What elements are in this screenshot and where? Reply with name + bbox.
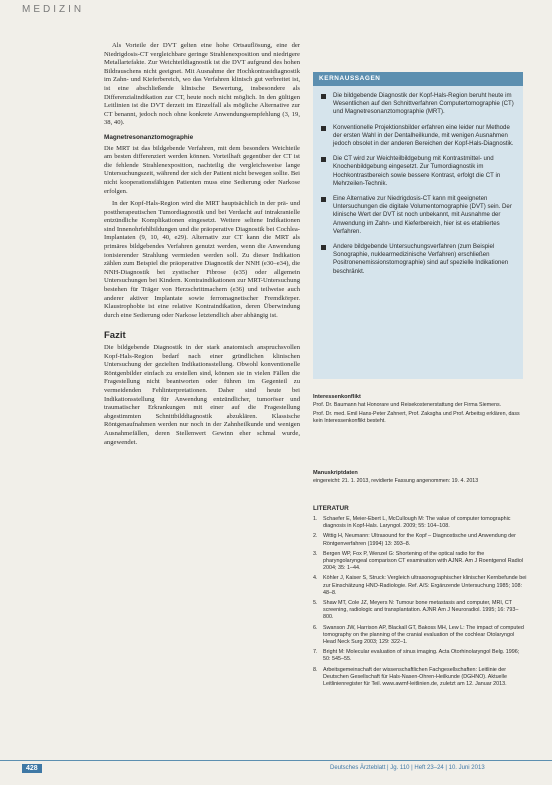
- literature-item: 5. Shaw MT, Cole JZ, Meyers N: Tumour bone metastasis and computer, MRI, CT screening, radiologic and transplantation. AJNR Am J Neuroradiol. 1995; 16: 793–800.: [313, 600, 519, 621]
- square-bullet-icon: [321, 197, 326, 202]
- paragraph-mrt-intro: Die MRT ist das bildgebende Verfahren, mit dem besonders Weichteile am besten differenziert werden können. Vorteilhaft gegenüber der CT ist die fehlende Strahlenexposition, nachteilig die vergleichsweise lange Untersuchungszeit, während der sich der Patient nicht bewegen sollte. Bei nicht kooperationsfähigen Patienten muss eine Sedierung oder Narkose erfolgen.: [104, 144, 300, 195]
- literature-item: 2. Wittig H, Neumann: Ultrasound for the Kopf – Diagnostische und Anwendung der Röntgenverfahren (1994) 13: 393–8.: [313, 533, 516, 547]
- kernaussage-item: Die bildgebende Diagnostik der Kopf-Hals-Region beruht heute im Wesentlichen auf den Schnittverfahren Computertomographie (CT) und Magnetresonanztomographie (MRT).: [321, 92, 515, 117]
- paragraph-dvt: Als Vorteile der DVT gelten eine hohe Ortsauflösung, eine der Niedrigdosis-CT vergleichbare geringe Strahlenexposition und niedrigere Metallartefakte. Zur Weichteildiagnostik ist die DVT aufgrund des hohen Bildrauschens nicht geeignet. Mit Ausnahme der Hochkontrastdiagnostik im Zahn- und Kieferbereich, wo das Verfahren klinisch gut verbreitet ist, ist eine abschließende klinische Bewertung, insbesondere als Differenzialindikation zur CT, heute noch nicht möglich. In den gültigen Leitlinien ist die DVT derzeit im Einzelfall als mögliche Alternative zur CT benannt, jedoch noch ohne konkrete Anwendungsempfehlung (3, 19, 38, 40).: [104, 42, 300, 127]
- literature-item: 8. Arbeitsgemeinschaft der wissenschaftlichen Fachgesellschaften: Leitlinie der Deutschen Gesellschaft für Hals-Nasen-Ohren-Heilkunde (DGHNO). Aktuelle Leitlinienregister für Teil. www.awmf-leitlinien.de, zuletzt am 12. Januar 2013.: [313, 666, 507, 688]
- literature-item: 7. Bright M: Molecular evaluation of sinus imaging. Acta Otorhinolaryngol Belg. 1996; 50: 545–55.: [313, 649, 520, 663]
- square-bullet-icon: [321, 126, 326, 131]
- square-bullet-icon: [321, 157, 326, 162]
- kernaussage-item: Konventionelle Projektionsbilder erfahren eine leider nur Methode der ersten Wahl in der Dentalheilkunde, mit wenigen Ausnahmen jedoch obsolet in der anderen Bereichen der Kopf-Hals-Diagnostik.: [321, 124, 515, 149]
- literature-item: 4. Köhler J, Kaiser S, Struck: Vergleich ultrasonographischer klinischer Kernbefunde bei zur Einschätzung HNO-Radiologie. Ref. A/S: Ergänzende Untersuchung 1985; 108: 48–8.: [313, 575, 527, 596]
- conflict-section: [313, 394, 527, 426]
- literature-item: 3. Bergen WP, Fox P, Wenzel G: Shortening of the optical radio for the pharyngolaryngeal comparison CT examination with AJNR. Am J Roentgenol Radiol 2004; 35: 1–44.: [313, 550, 524, 572]
- subhead-mrt: Magnetresonanztomographie: [104, 133, 194, 141]
- literature-title: LITERATUR: [313, 505, 349, 512]
- kernaussagen-title: KERNAUSSAGEN: [313, 72, 523, 86]
- literature-list: [313, 516, 527, 691]
- square-bullet-icon: [321, 94, 326, 99]
- journal-citation: Deutsches Ärzteblatt | Jg. 110 | Heft 23–24 | 10. Juni 2013: [330, 765, 485, 771]
- kernaussage-item: Eine Alternative zur Niedrigdosis-CT kann mit geeigneten Untersuchungen die digitale Volumentomographie (DVT) sein. Der klinische Wert der DVT ist noch unbekannt, mit Ausnahme der Anwendung im Zahn- und Kieferbereich, hier ist es etabliertes Verfahren.: [321, 195, 515, 236]
- literature-item: 1. Schaefer E, Meier-Ebert L, McCullough M: The value of computer tomographic diagnosis in Kopf-Hals. Laryngol. 2009; 55: 104–108.: [313, 516, 511, 530]
- kernaussagen-box: [313, 72, 523, 379]
- manuscript-text: eingereicht: 21. 1. 2013, revidierte Fassung angenommen: 19. 4. 2013: [313, 478, 479, 484]
- square-bullet-icon: [321, 245, 326, 250]
- kernaussage-item: Andere bildgebende Untersuchungsverfahren (zum Beispiel Sonographie, nuklearmedizinische Verfahren) erschließen Positronenemissionstomographie) sind auf spezielle Indikationen beschränkt.: [321, 243, 515, 276]
- paragraph-fazit: Die bildgebende Diagnostik in der stark anatomisch anspruchsvollen Kopf-Hals-Region bedarf nach einer gründlichen klinischen Untersuchung der gezielten Indikationsstellung. Obwohl konventionelle Röntgenbilder einfach zu erstellen sind, können sie in vielen Fällen die Fragestellung nicht beantworten oder führen im Gegenteil zu vermeidenden Fehlinterpretationen. Daher sind heute bei Indikationsstellung für Anwendung entzündlicher, tumoröser und traumatischer Erkrankungen mit einer auf die Fragestellung abgestimmten Schnittbilddiagnostik abzuklären. Klassische Röntgenaufnahmen werden nur noch in der Zahnheilkunde und wenigen Ausnahmefällen, deren Stellenwert Gewinn eher schmal wurde, angewendet.: [104, 344, 300, 446]
- main-text-column: [104, 42, 300, 451]
- footer-divider: [0, 760, 552, 761]
- conflict-text-1: Prof. Dr. Baumann hat Honorare und Reisekostenerstattung der Firma Siemens.: [313, 402, 502, 408]
- conflict-title: Interessenkonflikt: [313, 394, 361, 400]
- page-number: 428: [22, 764, 42, 773]
- literature-item: 6. Swanson JW, Harrison AP, Blackall GT, Bakoss MH, Lew L: The impact of computed tomography on the planning of the cranial evaluation of the cochlear Otolaryngol Head Neck Surg 2003; 129: 322–1.: [313, 624, 524, 646]
- paragraph-mrt-usage: In der Kopf-Hals-Region wird die MRT hauptsächlich in der prä- und posttherapeutischen Tumordiagnostik und bei Verdacht auf intrakranielle entzündliche Komplikationen eingesetzt. Weitere seltene Indikationen sind Innenohrfehlbildungen und die präoperative Diagnostik bei Cochlea-Implantaten (9, 10, 40, e29). Alternativ zur CT kann die MRT als primäres bildgebendes Verfahren genutzt werden, wenn die Anwendung ionisierender Strahlung vermieden werden soll. Zu dieser Indikation zählen zum Beispiel die präoperative Diagnostik der NNH (e30–e34), die NNH-Diagnostik bei zystischer Fibrose (e35) oder allgemein Untersuchungen bei Kindern. Kontraindikationen zur MRT-Untersuchung bestehen für Träger von Herzschrittmachern (e36) und teilweise auch anderer aktiver Implantate sowie ferromagnetischer Fremdkörper. Klaustrophobie ist eine relative Kontraindikation, deren Überwindung durch eine Sedierung oder Narkose letztendlich aber abhängig ist.: [104, 200, 300, 319]
- manuscript-title: Manuskriptdaten: [313, 470, 358, 476]
- section-header: MEDIZIN: [22, 4, 85, 15]
- conflict-text-2: Prof. Dr. med. Emil Hans-Peter Zahnert, Prof. Zaksgha und Prof. Arbeitsg erklären, dass kein Interessenkonflikt besteht.: [313, 410, 520, 424]
- kernaussagen-list: [313, 92, 523, 276]
- kernaussage-item: Die CT wird zur Weichteilbildgebung mit Kontrastmittel- und Knochenbildgebung eingesetzt. Zur Tumordiagnostik im Hochkontrastbereich sowie bessere Kontrast, erfolgt die CT in Mehrzeilen-Technik.: [321, 155, 515, 188]
- manuscript-section: [313, 470, 527, 487]
- fazit-heading: Fazit: [104, 330, 126, 342]
